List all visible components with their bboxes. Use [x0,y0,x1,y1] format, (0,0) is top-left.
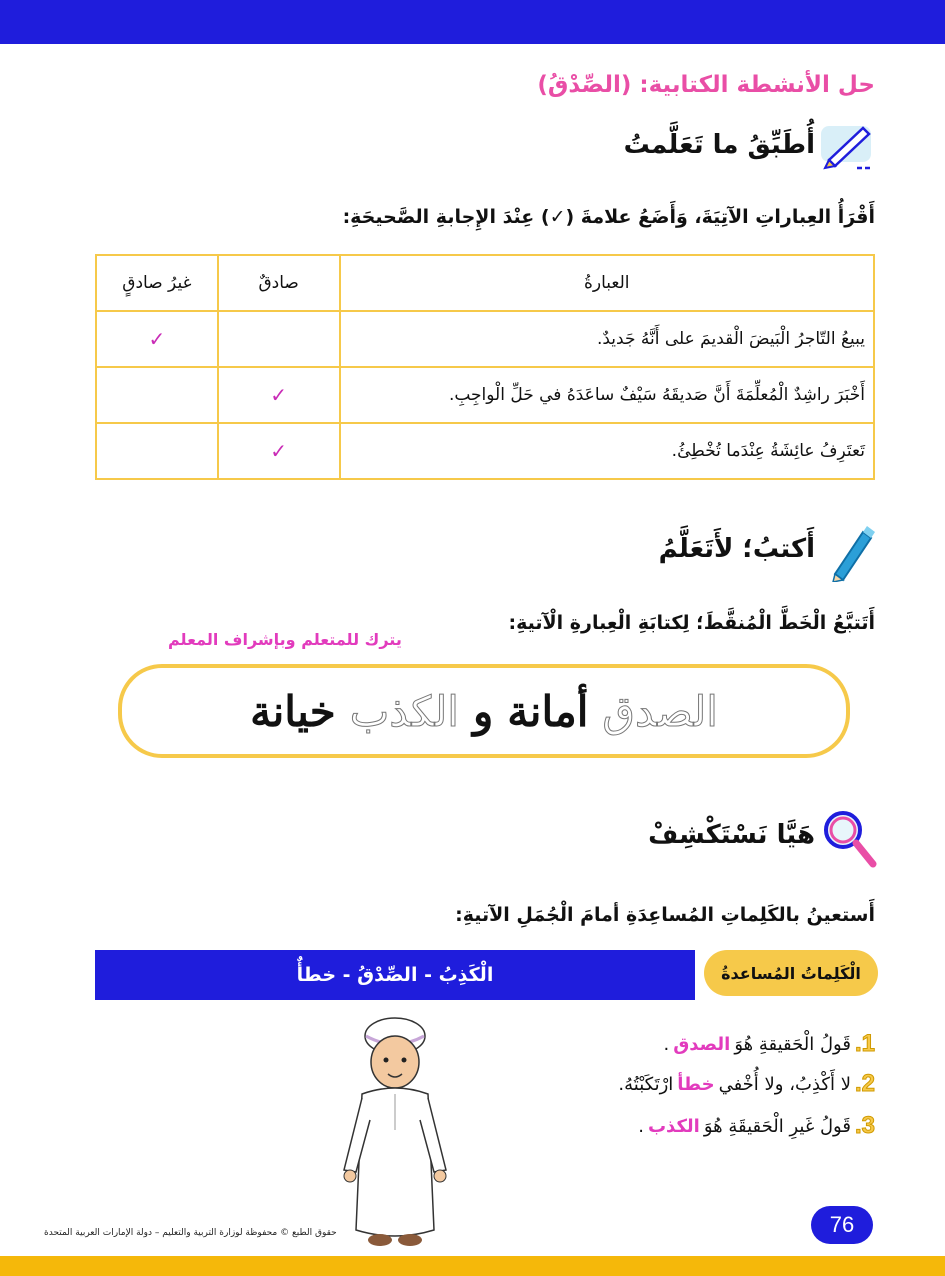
statement-cell: أَخْبَرَ راشِدٌ الْمُعلِّمَةَ أَنَّ صَديقَهُ سَيْفٌ ساعَدَهُ في حَلِّ الْواجِبِ. [340,367,875,423]
page-number: 76 [811,1206,873,1244]
page-title: حل الأنشطة الكتابية: (الصِّدْقُ) [537,72,875,98]
sentence-number: 3. [854,1112,875,1139]
pencil-icon [817,120,875,172]
trace-word-truth: الصدق [602,686,718,736]
sentence-answer[interactable]: خطأ [677,1073,715,1095]
tracing-box[interactable] [118,664,850,758]
sentence-end: ارْتَكَبْتُهُ. [618,1073,674,1095]
header-true: صادقٌ [218,255,340,311]
table-row [96,367,874,423]
sentence-answer[interactable]: الكذب [647,1115,700,1137]
sentence-item [638,1112,875,1140]
sentence-item [618,1070,875,1098]
trace-word-betrayal: خيانة [250,686,336,736]
sentence-end: . [663,1033,670,1055]
instruction-read-statements: أَقْرَأُ العِباراتِ الآتِيَةَ، وَأَضَعُ علامةَ (✓) عِنْدَ الإِجابةِ الصَّحيحَةِ: [342,206,875,228]
statement-cell: يبيعُ التّاجرُ الْبَيضَ الْقديمَ على أَنَّهُ جَديدٌ. [340,311,875,367]
true-cell[interactable] [218,311,340,367]
helper-words-bar: الْكَذِبُ - الصِّدْقُ - خطأٌ [95,950,695,1000]
instruction-trace: أَتَتبَّعُ الْخَطَّ الْمُنقَّطَ؛ لِكتابَةِ الْعِبارةِ الْآتيةِ: [508,612,875,634]
teacher-note: يترك للمتعلم وبإشراف المعلم [168,630,402,649]
colored-pencil-icon [825,522,875,582]
sentence-number: 1. [854,1030,875,1057]
bottom-banner [0,1256,945,1276]
sentence-end: . [638,1115,644,1137]
trace-word-honesty: أمانة [507,686,589,736]
boy-illustration [322,1010,468,1254]
trace-word-and: و [472,686,494,736]
section-heading-explore: هَيَّا نَسْتَكْشِفْ [648,820,815,850]
sentence-number: 2. [854,1070,875,1097]
sentence-text: قَولُ الْحَقيقةِ هُوَ [734,1033,851,1055]
top-banner [0,0,945,44]
section-heading-apply: أُطَبِّقُ ما تَعَلَّمتُ [623,130,815,160]
sentence-text: لا أَكْذِبُ، ولا أُخْفي [718,1073,851,1095]
false-cell[interactable] [96,367,218,423]
trace-word-lie: الكذب [349,686,459,736]
helper-words-label: الْكَلِماتُ المُساعدةُ [704,950,878,996]
magnifier-icon [819,808,877,868]
false-cell[interactable] [96,423,218,479]
statements-table [95,254,875,480]
header-false: غيرُ صادقٍ [96,255,218,311]
statement-cell: تَعتَرِفُ عائِشَةُ عِنْدَما تُخْطِئُ. [340,423,875,479]
table-row [96,311,874,367]
header-statement: العبارةُ [340,255,875,311]
copyright-notice: حقوق الطبع © محفوظة لوزارة التربية والتعليم – دولة الإمارات العربية المتحدة [44,1228,337,1238]
true-cell[interactable]: ✓ [218,423,340,479]
false-cell[interactable]: ✓ [96,311,218,367]
true-cell[interactable]: ✓ [218,367,340,423]
sentence-item [663,1030,875,1058]
table-header-row [96,255,874,311]
table-row [96,423,874,479]
instruction-helper-words: أَستعينُ بالكَلِماتِ المُساعِدَةِ أمامَ الْجُمَلِ الآتيةِ: [455,904,875,926]
sentence-answer[interactable]: الصدق [673,1033,731,1055]
section-heading-write: أَكتبُ؛ لأَتَعَلَّمُ [658,534,815,564]
sentence-text: قَولُ غَيرِ الْحَقيقَةِ هُوَ [703,1115,851,1137]
